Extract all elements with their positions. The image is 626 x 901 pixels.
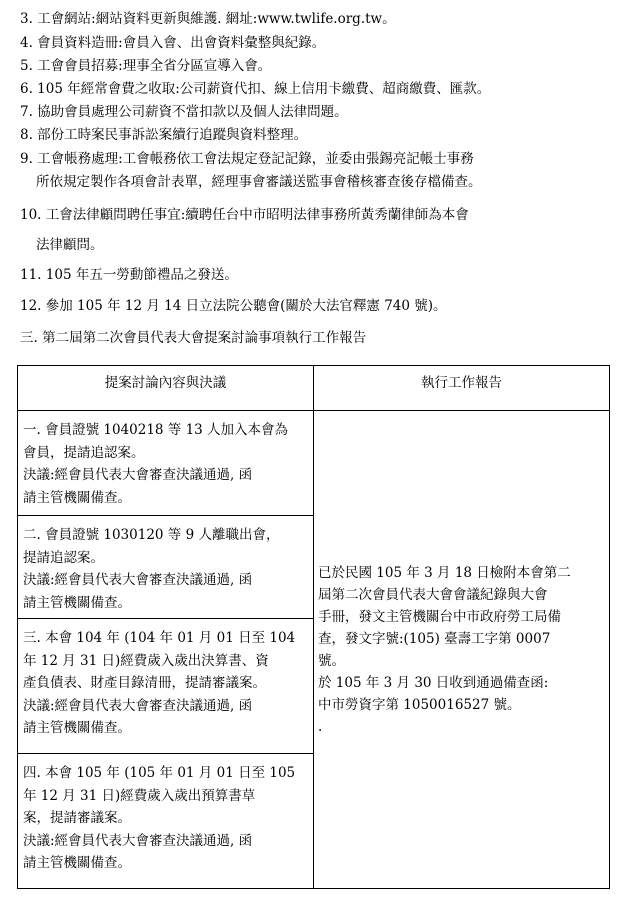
item-8: 8. 部份工時案民事訴訟案續行追蹤與資料整理。	[20, 127, 308, 143]
proposal-report-table	[17, 365, 610, 889]
table-row	[18, 411, 610, 516]
item-10: 10. 工會法律顧問聘任事宜:續聘任台中市昭明法律事務所黃秀蘭律師為本會	[20, 207, 469, 223]
item-7: 7. 協助會員處理公司薪資不當扣款以及個人法律問題。	[20, 104, 348, 120]
proposal-cell-2: 二. 會員證號 1030120 等 9 人離職出會， 提請追認案。 決議:經會員代表大會審查決議通過, 函 請主管機關備查。	[18, 516, 314, 619]
column-header-result: 執行工作報告	[314, 366, 610, 411]
item-6: 6. 105 年經常會費之收取:公司薪資代扣、線上信用卡繳費、超商繳費、匯款。	[20, 81, 491, 97]
proposal-cell-3: 三. 本會 104 年 (104 年 01 月 01 日至 104 年 12 月 31 日)經費歲入歲出決算書、資 產負債表、財產目錄清冊，提請審議案。 決議:經會員代表大會審查決議通過, 函 請主管機關備查。	[18, 619, 314, 754]
column-header-proposal: 提案討論內容與決議	[18, 366, 314, 411]
proposal-cell-1: 一. 會員證號 1040218 等 13 人加入本會為 會員，提請追認案。 決議:經會員代表大會審查決議通過, 函 請主管機關備查。	[18, 411, 314, 516]
item-5: 5. 工會會員招募:理事全省分區宣導入會。	[20, 58, 272, 74]
item-12: 12. 參加 105 年 12 月 14 日立法院公聽會(關於大法官釋憲 740 號)。	[20, 298, 447, 314]
table-header-row	[18, 366, 610, 411]
item-9-continued: 所依規定製作各項會計表單，經理事會審議送監事會稽核審查後存檔備查。	[36, 174, 482, 190]
item-3: 3. 工會網站:網站資料更新與維護. 網址:www.twlife.org.tw。	[20, 11, 396, 27]
section-heading: 三. 第二屆第二次會員代表大會提案討論事項執行工作報告	[20, 330, 367, 346]
item-10-continued: 法律顧問。	[36, 237, 104, 253]
proposal-cell-4: 四. 本會 105 年 (105 年 01 月 01 日至 105 年 12 月 31 日)經費歲入歲出預算書草 案，提請審議案。 決議:經會員代表大會審查決議通過, 函 請主管機關備查。	[18, 754, 314, 889]
item-9: 9. 工會帳務處理:工會帳務依工會法規定登記記錄，並委由張錫亮記帳士事務	[20, 151, 474, 167]
item-4: 4. 會員資料造冊:會員入會、出會資料彙整與紀錄。	[20, 35, 326, 51]
execution-result-cell: 已於民國 105 年 3 月 18 日檢附本會第二 屆第二次會員代表大會會議紀錄與大會 手冊，發文主管機關台中市政府勞工局備 查，發文字號:(105) 臺壽工字第 0007 號。 於 105 年 3 月 30 日收到通過備查函: 中市勞資字第 1050016527 號。 .	[314, 411, 610, 889]
item-11: 11. 105 年五一勞動節禮品之發送。	[20, 267, 238, 283]
